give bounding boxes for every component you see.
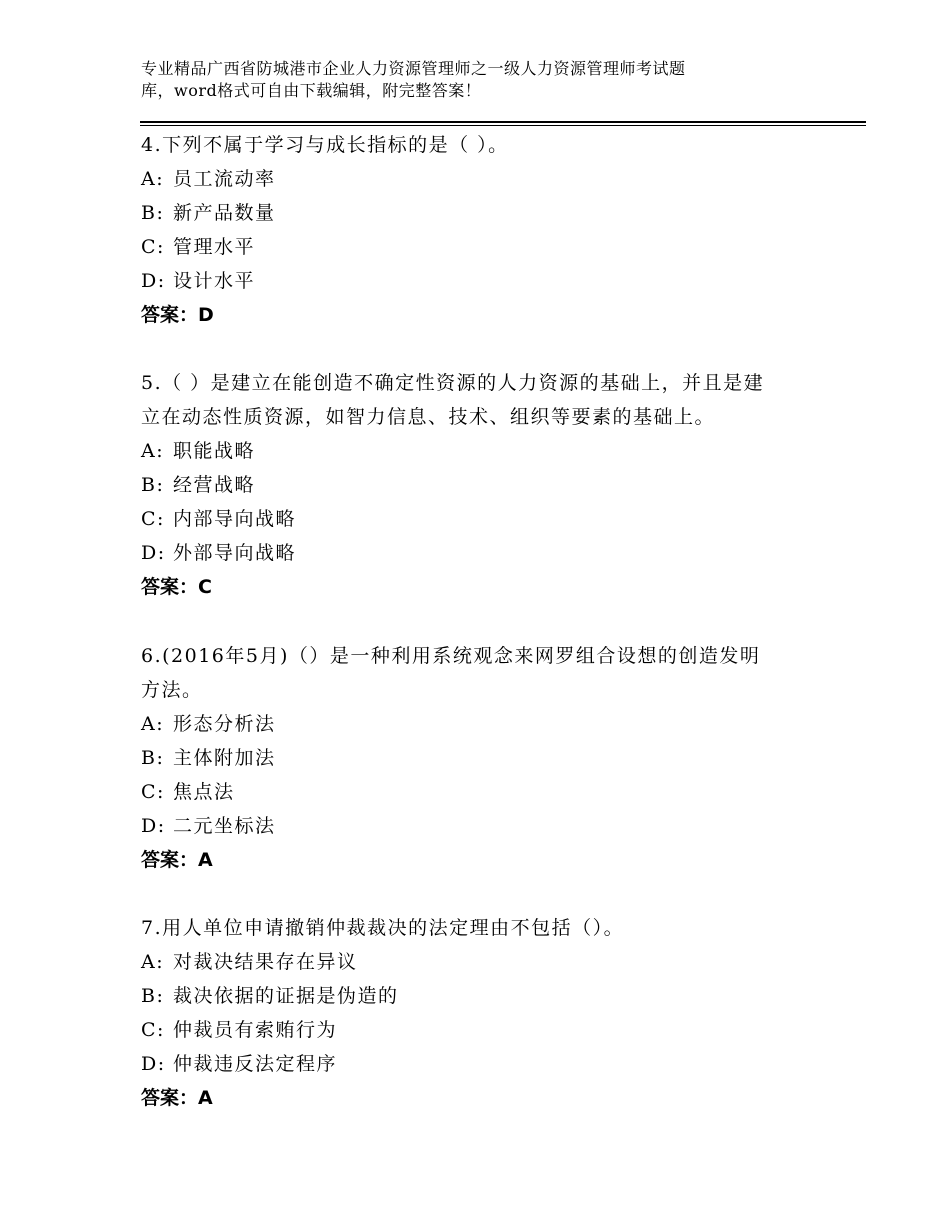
question-stem: 4.下列不属于学习与成长指标的是（ ）。 [141, 134, 509, 156]
option-text: 裁决依据的证据是伪造的 [173, 985, 399, 1007]
option-text: 仲裁违反法定程序 [173, 1053, 338, 1075]
answer-label: 答案：A [141, 849, 213, 871]
option-letter: C: [141, 1019, 165, 1041]
option-text: 新产品数量 [173, 202, 276, 224]
question-stem: 5.（ ）是建立在能创造不确定性资源的人力资源的基础上，并且是建 [141, 372, 765, 394]
question-stem-continued: 方法。 [141, 679, 203, 701]
option-letter: B: [141, 747, 165, 769]
option-text: 管理水平 [173, 236, 256, 258]
option-letter: D: [141, 270, 166, 292]
option-text: 设计水平 [173, 270, 256, 292]
option-text: 焦点法 [173, 781, 235, 803]
option-d [141, 809, 841, 843]
option-text: 职能战略 [173, 440, 256, 462]
question-7 [141, 911, 841, 1115]
option-c [141, 1013, 841, 1047]
option-letter: A: [141, 440, 165, 462]
question-stem: 6.(2016年5月)（）是一种利用系统观念来网罗组合设想的创造发明 [141, 645, 761, 667]
option-c [141, 230, 841, 264]
option-b [141, 196, 841, 230]
option-letter: D: [141, 1053, 166, 1075]
option-letter: A: [141, 713, 165, 735]
option-text: 主体附加法 [173, 747, 276, 769]
option-letter: A: [141, 168, 165, 190]
header-line-2: 库，word格式可自由下载编辑，附完整答案！ [141, 81, 482, 100]
option-c [141, 775, 841, 809]
option-b [141, 468, 841, 502]
option-text: 对裁决结果存在异议 [173, 951, 358, 973]
option-d [141, 1047, 841, 1081]
option-a [141, 707, 841, 741]
document-header [141, 58, 781, 102]
option-text: 内部导向战略 [173, 508, 297, 530]
option-b [141, 979, 841, 1013]
option-text: 经营战略 [173, 474, 256, 496]
answer-label: 答案：D [141, 304, 214, 326]
option-letter: C: [141, 236, 165, 258]
option-text: 员工流动率 [173, 168, 276, 190]
option-letter: A: [141, 951, 165, 973]
question-stem: 7.用人单位申请撤销仲裁裁决的法定理由不包括（）。 [141, 917, 625, 939]
option-letter: B: [141, 202, 165, 224]
question-stem-continued: 立在动态性质资源，如智力信息、技术、组织等要素的基础上。 [141, 406, 716, 428]
option-letter: C: [141, 781, 165, 803]
question-5 [141, 366, 841, 604]
option-a [141, 945, 841, 979]
option-c [141, 502, 841, 536]
option-a [141, 434, 841, 468]
option-letter: B: [141, 474, 165, 496]
header-divider [140, 121, 866, 126]
option-b [141, 741, 841, 775]
option-a [141, 162, 841, 196]
question-6 [141, 639, 841, 877]
answer-label: 答案：A [141, 1087, 213, 1109]
option-text: 外部导向战略 [173, 542, 297, 564]
option-letter: D: [141, 815, 166, 837]
question-4 [141, 128, 841, 332]
option-letter: C: [141, 508, 165, 530]
option-text: 二元坐标法 [173, 815, 276, 837]
header-line-1: 专业精品广西省防城港市企业人力资源管理师之一级人力资源管理师考试题 [141, 59, 686, 78]
option-letter: B: [141, 985, 165, 1007]
option-text: 仲裁员有索贿行为 [173, 1019, 338, 1041]
option-text: 形态分析法 [173, 713, 276, 735]
option-d [141, 264, 841, 298]
option-d [141, 536, 841, 570]
option-letter: D: [141, 542, 166, 564]
answer-label: 答案：C [141, 576, 212, 598]
